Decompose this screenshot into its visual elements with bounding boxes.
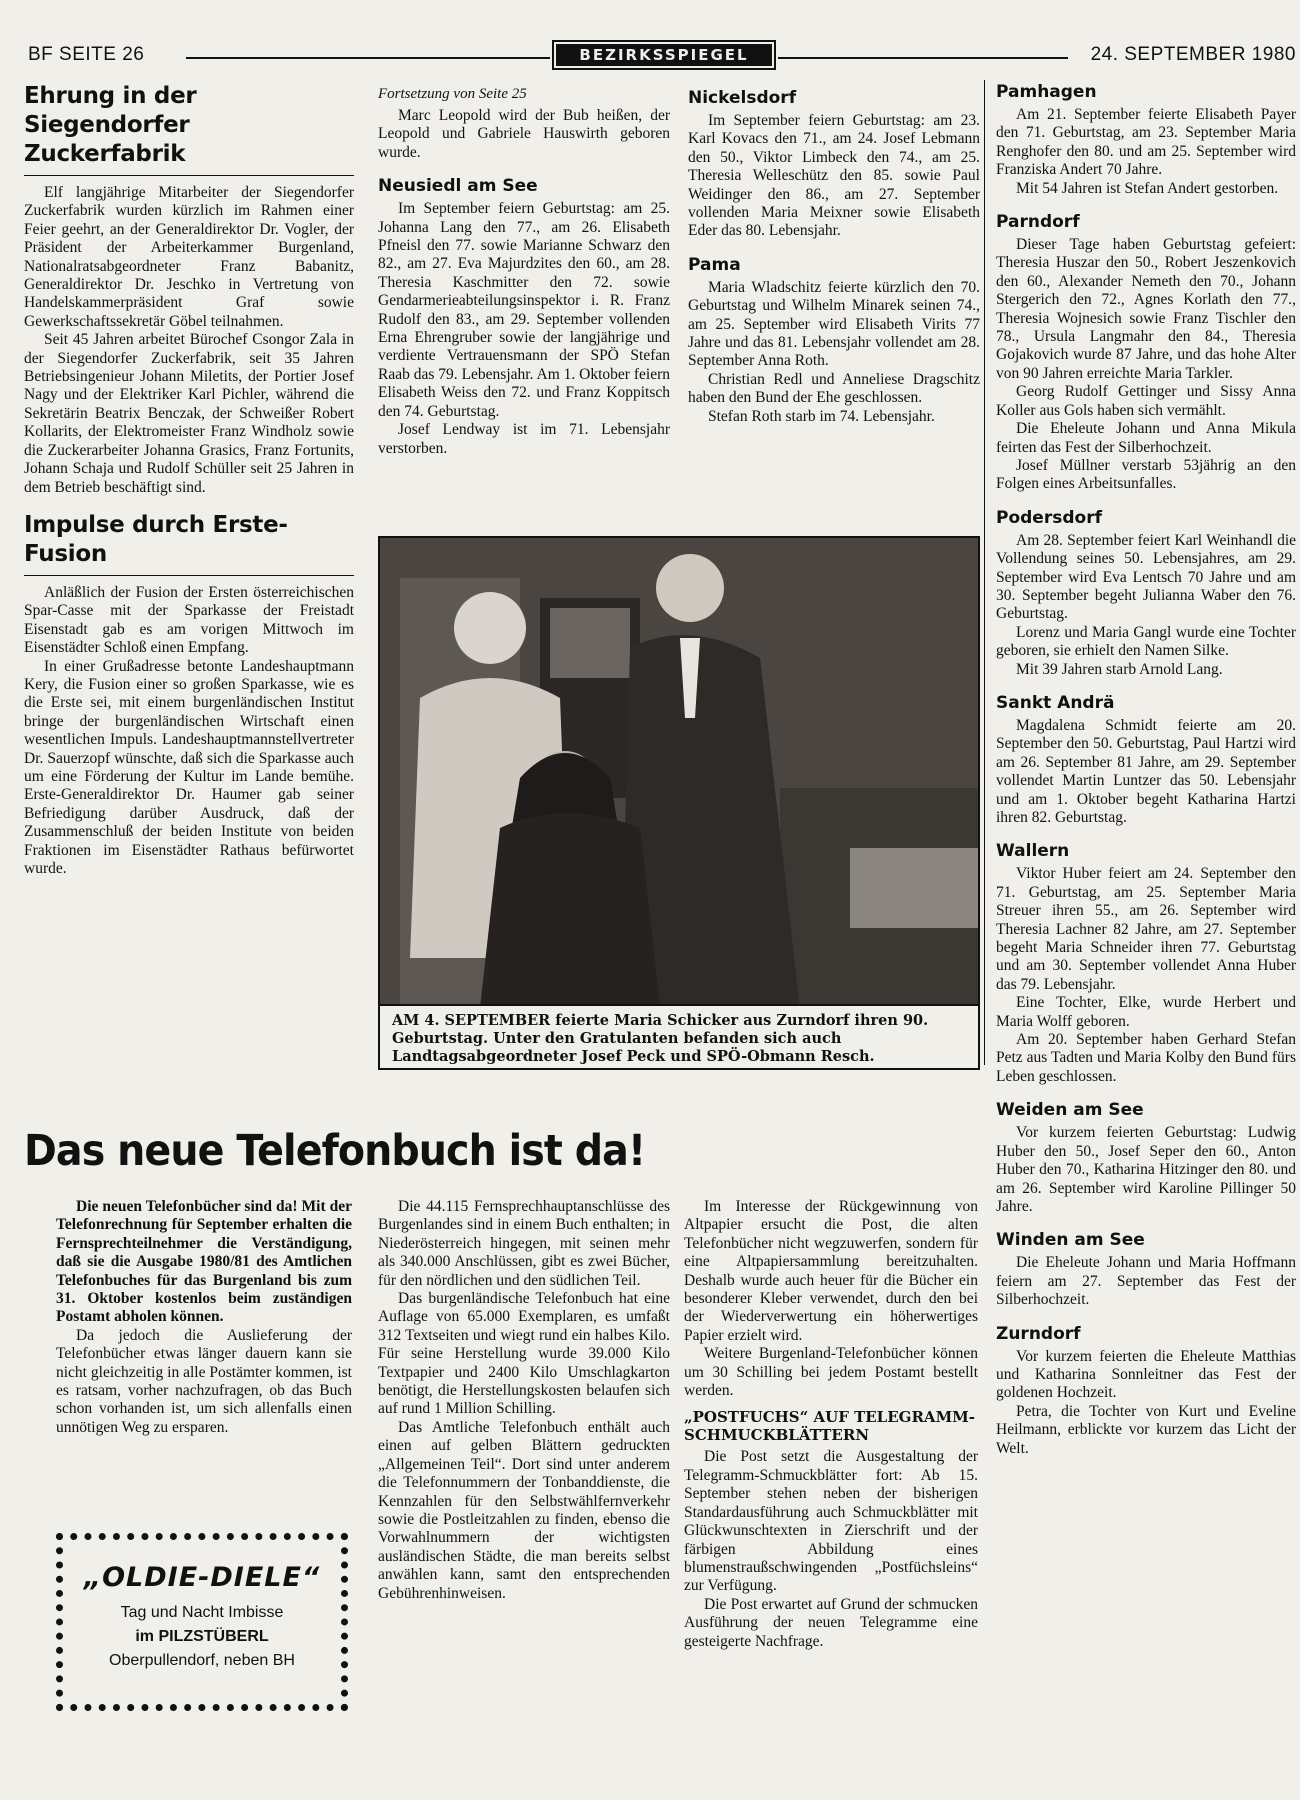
headline-erste-fusion: Impulse durch Erste-Fusion xyxy=(24,511,288,567)
article-paragraph: Anläßlich der Fusion der Ersten österreichischen Spar-Casse mit der Sparkasse der Freistadt Eisenstadt gab es am vorigen Mittwoch im Eisenstädter Schloß einen Empfang. xyxy=(24,583,354,657)
article-paragraph: In einer Grußadresse betonte Landeshauptmann Kery, die Fusion einer so großen Sparkasse, wie es die Erste sei, mit einem burgenländischen Institut bringe der burgenländischen Wirtschaft einen wesentlichen Impuls. Landeshauptmannstellvertreter Dr. Sauerzopf wünschte, daß sich die Sparkasse auch um eine Förderung der Kultur im Lande bemühe. Erste-Generaldirektor Dr. Haumer gab seiner Befriedigung darüber Ausdruck, daß der Zusammenschluß der beiden Institute von beiden Fraktionen im Eisenstädter Rathaus befürwortet wurde. xyxy=(24,657,354,877)
article-paragraph: Christian Redl und Anneliese Dragschitz haben den Bund der Ehe geschlossen. xyxy=(688,370,980,407)
article-paragraph: Im Interesse der Rückgewinnung von Altpapier ersucht die Post, die alten Telefonbücher nicht wegzuwerfen, sondern für eine Altpapiersammlung bereitzuhalten. Deshalb wurde auch heuer für die Bücher ein besonderer Kleber verwendet, durch den bei der Wiederverwertung ein höherwertiges Papier erzielt wird. xyxy=(684,1198,978,1344)
town-heading-neusiedl: Neusiedl am See xyxy=(378,176,538,197)
town-heading-pama: Pama xyxy=(688,254,741,275)
article-subhead: „POSTFUCHS“ AUF TELEGRAMM-SCHMUCKBLÄTTERN xyxy=(684,1408,976,1445)
column-divider xyxy=(984,80,985,1065)
section-label xyxy=(552,40,776,70)
page-number: BF SEITE 26 xyxy=(28,44,145,65)
article-paragraph: Maria Wladschitz feierte kürzlich den 70. Geburtstag und Wilhelm Minarek seinen 74., am 25. September wird Elisabeth Virits 77 Jahre und das 81. Lebensjahr vollendet am 28. September Anna Roth. xyxy=(688,278,980,370)
photo-caption: AM 4. SEPTEMBER feierte Maria Schicker aus Zurndorf ihren 90. Geburtstag. Unter den Gratulanten befanden sich auch Landtagsabgeordneter Josef Peck und SPÖ-Obmann Resch. xyxy=(380,1004,978,1068)
telefon-column-1 xyxy=(56,1198,352,1437)
article-paragraph: Petra, die Tochter von Kurt und Eveline Heilmann, erblickte vor kurzem das Licht der Welt. xyxy=(996,1402,1296,1457)
headline-telefonbuch: Das neue Telefonbuch ist da! xyxy=(24,1126,646,1176)
headline-rule xyxy=(24,175,354,176)
section-title: BEZIRKSSPIEGEL xyxy=(556,44,772,66)
article-paragraph: Marc Leopold wird der Bub heißen, der Leopold und Gabriele Hauswirth geboren wurde. xyxy=(378,107,670,161)
town-heading-zurndorf: Zurndorf xyxy=(996,1323,1081,1344)
article-paragraph: Magdalena Schmidt feierte am 20. September den 50. Geburtstag, Paul Hartzi wird am 26. September 81 Jahre, am 29. September vollendet Martin Luntzer das 50. Lebensjahr und am 1. Oktober begeht Katharina Hartzi ihren 82. Geburtstag. xyxy=(996,716,1296,826)
article-paragraph: Eine Tochter, Elke, wurde Herbert und Maria Wolff geboren. xyxy=(996,994,1296,1030)
article-paragraph: Am 20. September haben Gerhard Stefan Petz aus Tadten und Maria Kolby den Bund fürs Leben geschlossen. xyxy=(996,1031,1296,1085)
photo-image xyxy=(380,538,980,1008)
news-photo xyxy=(378,536,980,1070)
article-paragraph: Seit 45 Jahren arbeitet Bürochef Csongor Zala in der Siegendorfer Zuckerfabrik, seit 35 Jahren Betriebsingenieur Johann Miletits, der Portier Josef Nagy und der Elektriker Karl Pichler, während die Sekretärin Beatrix Benczak, der Schweißer Robert Kollarits, der Elektromeister Franz Windholz sowie die Zuckerarbeiter Johanna Grasics, Franz Fortunits, Johann Schaja und Rudolf Schüller seit 25 Jahren in dem Betrieb beschäftigt sind. xyxy=(24,331,354,496)
article-paragraph: Die Eheleute Johann und Maria Hoffmann feiern am 27. September das Fest der Silberhochzeit. xyxy=(996,1254,1296,1309)
article-paragraph: Am 28. September feiert Karl Weinhandl die Vollendung seines 50. Lebensjahres, am 29. September wird Eva Lentsch 70 Jahre und am 30. September begeht Julianna Waber den 76. Geburtstag. xyxy=(996,531,1296,623)
article-paragraph: Mit 39 Jahren starb Arnold Lang. xyxy=(1016,660,1223,678)
article-paragraph: Die Post setzt die Ausgestaltung der Telegramm-Schmuckblätter fort: Ab 15. September stehen neben der bisherigen Standardausführung auch Schmuckblätter mit Glückwunschtexten in Zierschrift und der färbigen Abbildung eines blumenstraußschwingenden „Postfüchsleins“ zur Verfügung. xyxy=(684,1448,978,1595)
ad-line: im PILZSTÜBERL xyxy=(135,1628,269,1645)
article-paragraph: Das Amtliche Telefonbuch enthält auch einen auf gelben Blättern gedruckten „Allgemeinen Teil“. Dort sind unter anderem die Telefonnummern der Tonbanddienste, die Kennzahlen für den Selbstwählfernverkehr sowie die Postleitzahlen zu finden, ebenso die Vorwahlnummern der wichtigsten ausländischen Städte, die man bereits selbst anwählen kann, samt den entsprechenden Gebührenhinweisen. xyxy=(378,1418,670,1602)
town-heading-parndorf: Parndorf xyxy=(996,212,1080,233)
article-paragraph: Die 44.115 Fernsprechhauptanschlüsse des Burgenlandes sind in einem Buch enthalten; in Niederösterreich hingegen, mit seinen mehr als 340.000 Anschlüssen, gibt es zwei Bücher, für den nördlichen und den südlichen Teil. xyxy=(378,1198,670,1289)
town-heading-sankt-andrae: Sankt Andrä xyxy=(996,692,1115,713)
article-paragraph: Die Post erwartet auf Grund der schmucken Ausführung der neuen Telegramme eine gesteigerte Nachfrage. xyxy=(684,1595,978,1650)
issue-date: 24. SEPTEMBER 1980 xyxy=(1090,44,1296,65)
article-paragraph: Das burgenländische Telefonbuch hat eine Auflage von 65.000 Exemplaren, es umfaßt 312 Textseiten und wiegt rund ein halbes Kilo. Für seine Herstellung wurde 39.000 Kilo Textpapier und 2400 Kilo Umschlagkarton benötigt, die Herstellungskosten belaufen sich auf rund 1 Million Schilling. xyxy=(378,1290,670,1418)
town-heading-weiden: Weiden am See xyxy=(996,1100,1144,1121)
article-paragraph: Lorenz und Maria Gangl wurde eine Tochter geboren, sie erhielt den Namen Silke. xyxy=(996,623,1296,660)
column-2 xyxy=(378,86,670,458)
town-heading-nickelsdorf: Nickelsdorf xyxy=(688,88,797,108)
advertisement-box xyxy=(56,1533,348,1711)
article-paragraph: Josef Müllner verstarb 53jährig an den Folgen eines Arbeitsunfalles. xyxy=(996,456,1296,493)
ad-line: Oberpullendorf, neben BH xyxy=(109,1652,295,1669)
telefon-column-2 xyxy=(378,1198,670,1603)
continuation-note: Fortsetzung von Seite 25 xyxy=(378,86,527,102)
article-paragraph: Weitere Burgenland-Telefonbücher können um 30 Schilling bei jedem Postamt bestellt werden. xyxy=(684,1345,978,1400)
header-rule-right xyxy=(778,57,1068,59)
ad-line: Tag und Nacht Imbisse xyxy=(120,1604,284,1621)
article-paragraph: Elf langjährige Mitarbeiter der Siegendorfer Zuckerfabrik wurden kürzlich im Rahmen einer Feier geehrt, an der Generaldirektor Dr. Vogler, der Präsident der Arbeiterkammer Burgenland, Nationalratsabgeordneter Franz Babanitz, Generaldirektor Dr. Jeschko in Vertretung von Handelskammerpräsident Graf sowie Gewerkschaftssekretär Göbel teilnahmen. xyxy=(24,184,354,330)
telefon-column-3 xyxy=(684,1198,978,1651)
town-heading-wallern: Wallern xyxy=(996,841,1070,862)
article-paragraph: Georg Rudolf Gettinger und Sissy Anna Koller aus Gols haben sich vermählt. xyxy=(996,383,1296,419)
article-paragraph: Viktor Huber feiert am 24. September den 71. Geburtstag, am 25. September Maria Streuer ihren 55., am 26. September wird Theresia Lachner 82 Jahre, am 27. September begeht Maria Schneider ihren 77. Geburtstag und am 30. September vollendet Anna Huber das 79. Lebensjahr. xyxy=(996,865,1296,993)
town-heading-pamhagen: Pamhagen xyxy=(996,82,1097,102)
town-heading-podersdorf: Podersdorf xyxy=(996,507,1102,528)
article-paragraph: Vor kurzem feierten Geburtstag: Ludwig Huber den 50., Josef Seper den 60., Anton Huber den 70., Katharina Hitzinger den 80. und am 26. September wird Karoline Pillinger 50 Jahre. xyxy=(996,1124,1296,1215)
headline-rule xyxy=(24,575,354,576)
column-3 xyxy=(688,88,980,426)
article-paragraph: Da jedoch die Auslieferung der Telefonbücher etwas länger dauern kann sie nicht gleichzeitig in alle Postämter kommen, ist es ratsam, vorher nachzufragen, ob das Buch schon vorhanden ist, um sich allenfalls einen unnötigen Weg zu ersparen. xyxy=(56,1326,352,1436)
header-rule-left xyxy=(186,57,550,59)
headline-zuckerfabrik: Ehrung in der Siegendorfer Zuckerfabrik xyxy=(24,83,197,167)
column-1 xyxy=(24,82,354,878)
article-lead: Die neuen Telefonbücher sind da! Mit der Telefonrechnung für September erhalten die Fernsprechteilnehmer die Verständigung, daß sie die Ausgabe 1980/81 des Amtlichen Telefonbuches für das Burgenland bis zum 31. Oktober kostenlos beim zuständigen Postamt abholen können. xyxy=(56,1198,352,1326)
town-heading-winden: Winden am See xyxy=(996,1230,1145,1251)
article-paragraph: Die Eheleute Johann und Anna Mikula feirten das Fest der Silberhochzeit. xyxy=(996,420,1296,456)
column-4 xyxy=(996,82,1296,1458)
article-paragraph: Im September feiern Geburtstag: am 23. Karl Kovacs den 71., am 24. Josef Lebmann den 50., Viktor Limbeck den 74., am 25. Theresia Welleschütz den 85. sowie Paul Weidinger den 86., am 27. September vollenden Maria Meixner sowie Elisabeth Eder das 80. Lebensjahr. xyxy=(688,112,980,240)
article-paragraph: Im September feiern Geburtstag: am 25. Johanna Lang den 77., am 26. Elisabeth Pfneisl den 77. sowie Marianne Schwarz den 82., am 27. Eva Majurdzites den 60., am 28. Theresia Kaschmitter den 72. sowie Gendarmerieabteilungsinspektor i. R. Franz Rudolf den 83., am 29. September vollenden Erna Ehrengruber sowie der langjährige und verdiente Vertrauensmann der SPÖ Stefan Raab das 79. Lebensjahr. Am 1. Oktober feiern Elisabeth Weiss den 72. und Franz Koppitsch den 74. Geburtstag. xyxy=(378,200,670,420)
article-paragraph: Josef Lendway ist im 71. Lebensjahr verstorben. xyxy=(378,421,670,457)
article-paragraph: Vor kurzem feierten die Eheleute Matthias und Katharina Sonnleitner das Fest der goldenen Hochzeit. xyxy=(996,1347,1296,1402)
article-paragraph: Dieser Tage haben Geburtstag gefeiert: Theresia Huszar den 50., Robert Jeszenkovich den 60., Alexander Nemeth den 70., Johann Stergerich den 72., Agnes Korlath den 77., Theresia Wojnesich sowie Franz Tischler den 78., Ursula Langmahr den 84., Theresia Gojakovich wurde 87 Jahre, und das hohe Alter von 90 Jahren erreichte Maria Tarkler. xyxy=(996,236,1296,382)
article-paragraph: Stefan Roth starb im 74. Lebensjahr. xyxy=(708,407,935,425)
article-paragraph: Am 21. September feierte Elisabeth Payer den 71. Geburtstag, am 23. September Maria Renghofer den 80. und am 25. September wird Franziska Andert 70 Jahre. xyxy=(996,106,1296,179)
article-paragraph: Mit 54 Jahren ist Stefan Andert gestorben. xyxy=(1016,179,1279,197)
ad-title: „OLDIE-DIELE“ xyxy=(83,1562,321,1593)
